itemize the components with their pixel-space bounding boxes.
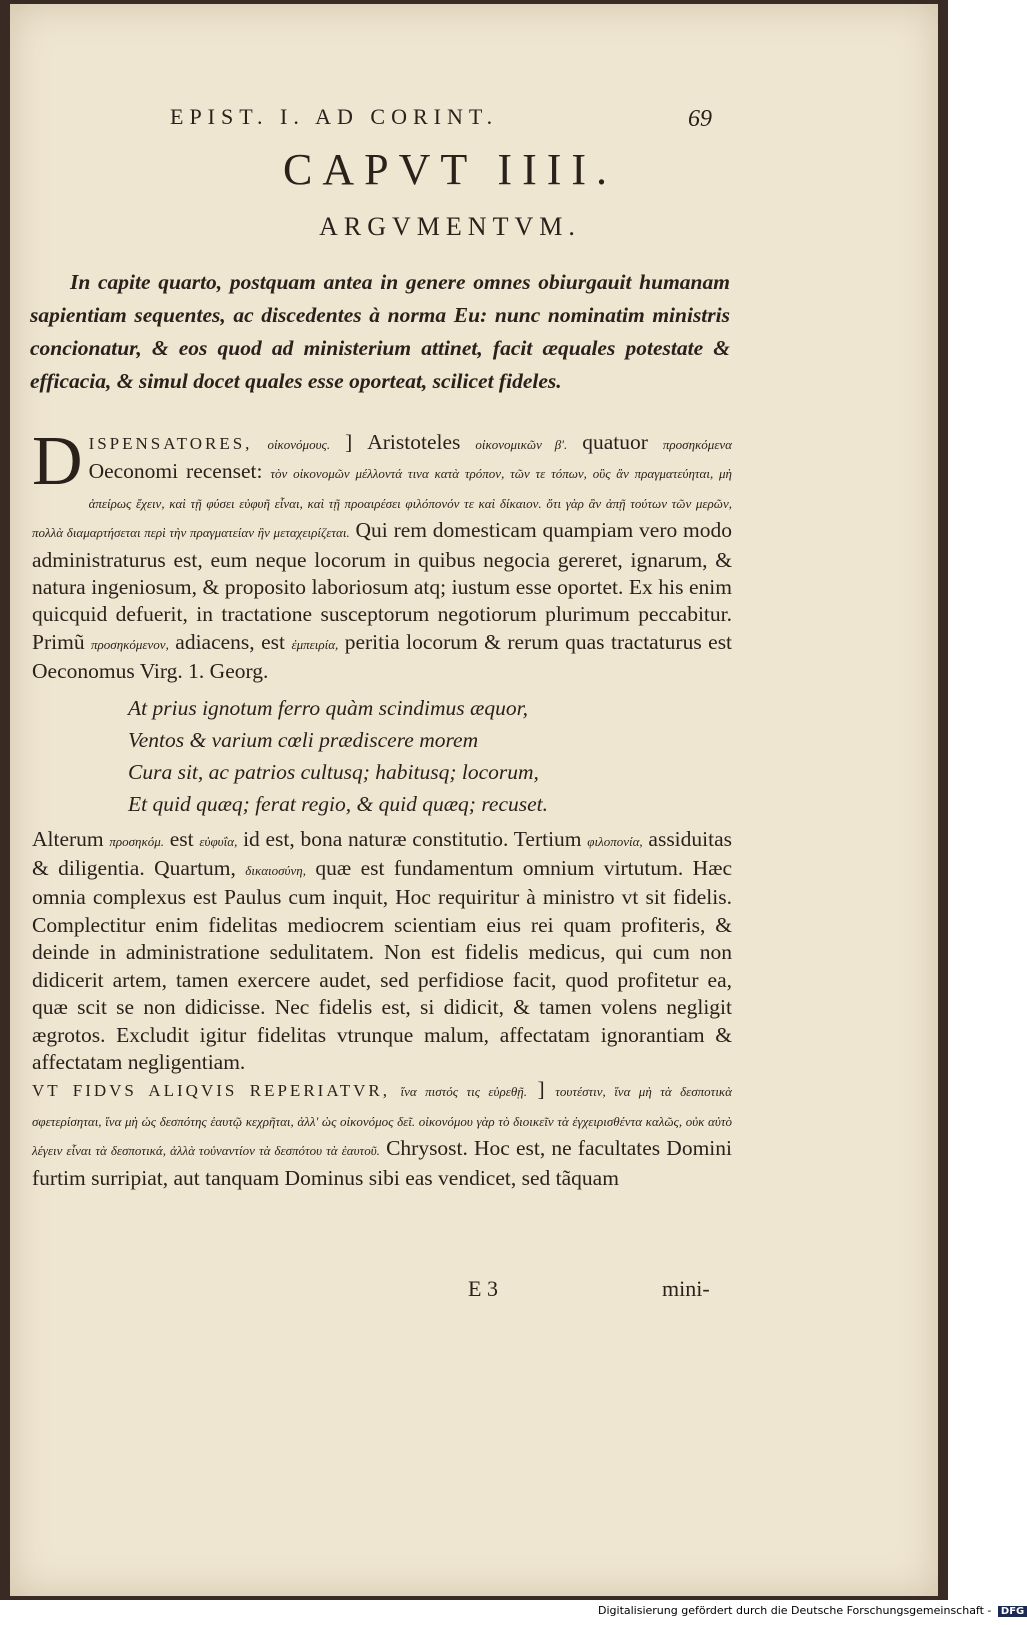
- text-run: est: [169, 826, 194, 851]
- argument-title: ARGVMENTVM.: [319, 212, 581, 241]
- greek-run: οἰκονομικῶν β'.: [475, 437, 568, 452]
- greek-run: εὐφυΐα,: [199, 833, 238, 849]
- text-run: quæ est fundamentum omnium virtutum. Hæc omnia complexus est Paulus cum inquit, Hoc requiritur à ministro vt sit fidelis. Complectitur enim fidelitas mediocrem scientiam eius rei quam profiteris, & deinde in administratione sedulitatem. Non est fidelis medicus, qui cum non didicerit artem, tamen exercere audet, sed perfidiose facit, quod profitetur ea, quæ scit se non didicisse. Nec fidelis est, si didicit, & tamen volens negligit ægrotos. Excludit igitur fidelitas vtrunque malum, affectatam ignorantiam & affectatam negligentiam.: [32, 856, 733, 1074]
- text-run: id est, bona naturæ constitutio. Tertium: [243, 826, 582, 851]
- paragraph-3: [32, 1076, 732, 1192]
- greek-quotation: τουτέστιν, ἵνα μὴ τὰ δεσποτικὰ σφετερίσηται, ἵνα μὴ ὡς δεσπότης ἑαυτῷ κεχρῆται, ἀλλ' ὡς οἰκονόμος δεῖ. οἰκονόμου γὰρ τὸ διοικεῖν τὰ ἐγχειρισθέντα καλῶς, οὐκ αὐτὸ λέγειν εἶναι τὰ δεσποτικά, ἀλλὰ τοὐναντίον τὰ δεσπότου τὰ ἑαυτοῦ.: [32, 1084, 732, 1159]
- greek-lemma: ἵνα πιστός τις εὑρεθῇ.: [400, 1084, 527, 1100]
- commentary-body: [32, 423, 733, 1192]
- text-run: Chrysost. Hoc est, ne facultates Domini furtim surripiat, aut tanquam Dominus sibi eas vendicet, sed tãquam: [32, 1136, 732, 1190]
- greek-lemma: οἰκονόμους.: [267, 437, 331, 452]
- argument-text: In capite quarto, postquam antea in genere omnes obiurgauit humanam sapientiam sequentes, ac discedentes à norma Eu: nunc nominatim ministris concionatur, & eos quod ad ministerium attinet, facit æquales potestate & efficacia, & simul docet quales esse oporteat, scilicet fideles.: [30, 270, 730, 393]
- running-head: EPIST. I. AD CORINT.: [170, 104, 499, 129]
- chapter-title: CAPVT IIII.: [282, 145, 618, 194]
- verse-quotation: [128, 692, 732, 820]
- lemma-dispensatores: ISPENSATORES,: [88, 434, 253, 453]
- text-run: quatuor: [582, 430, 648, 454]
- book-page: [10, 4, 938, 1596]
- text-run: peritia locorum & rerum quas tractaturus est Oeconomus Virg. 1. Georg.: [32, 629, 733, 684]
- greek-run: δικαιοσύνη,: [245, 863, 306, 879]
- verse-line: Cura sit, ac patrios cultusq; habitusq; locorum,: [128, 759, 539, 784]
- verse-line: Et quid quæq; ferat regio, & quid quæq; recuset.: [128, 791, 549, 816]
- argument-block: [30, 266, 730, 398]
- paragraph-1: [32, 423, 733, 686]
- digitization-credit: [598, 1604, 1025, 1622]
- catchword: mini-: [662, 1276, 710, 1301]
- text-run: adiacens, est: [175, 629, 285, 654]
- page-number: 69: [688, 106, 712, 132]
- credit-text: Digitalisierung gefördert durch die Deutsche Forschungsgemeinschaft -: [598, 1604, 992, 1617]
- greek-run: ἐμπειρία,: [291, 636, 339, 652]
- text-run: ] Aristoteles: [345, 430, 461, 454]
- verse-line: At prius ignotum ferro quàm scindimus æquor,: [128, 695, 528, 720]
- greek-run: φιλοπονία,: [587, 833, 643, 849]
- drop-cap: D: [32, 423, 83, 500]
- text-run: Alterum: [32, 826, 104, 851]
- paragraph-2: [32, 826, 732, 1077]
- greek-quotation: τὸν οἰκονομῶν μέλλοντά τινα κατὰ τρόπον, τῶν τε τόπων, οὓς ἂν πραγματεύηται, μὴ ἀπείρως ἔχειν, καὶ τῇ φύσει εὐφυῆ εἶναι, καὶ τῇ προαιρέσει φιλόπονόν τε καὶ δίκαιον. ὅτι γὰρ ἂν ἀπῇ τούτων τῶν μερῶν, πολλὰ διαμαρτήσεται περὶ τὴν πραγματείαν ἣν μεταχειρίζεται.: [32, 466, 732, 541]
- greek-run: προσηκόμενον,: [91, 636, 169, 652]
- signature-mark: E 3: [468, 1276, 498, 1301]
- verse-line: Ventos & varium cœli prædiscere morem: [128, 727, 479, 752]
- greek-run: προσηκόμενα: [662, 437, 733, 452]
- text-run: Qui rem domesticam quampiam vero modo administraturus est, eum neque locorum in quibus negocia gereret, ignarum, & natura ingeniosum, & proposito laboriosum atq; iustum esse oportet. Ex his enim quicquid defuerit, in tractatione susceptorum negotiorum plurimum peccabitur. Primũ: [32, 518, 733, 654]
- text-run: Oeconomi recenset:: [88, 459, 263, 484]
- dfg-logo: DFG: [998, 1606, 1027, 1617]
- lemma-ut-fidus: VT FIDVS ALIQVIS REPERIATVR,: [32, 1081, 390, 1101]
- signature-line: [32, 1276, 732, 1306]
- text-run: assiduitas & diligentia. Quartum,: [32, 826, 733, 881]
- greek-run: προσηκόμ.: [109, 833, 165, 849]
- text-run: ]: [537, 1077, 545, 1102]
